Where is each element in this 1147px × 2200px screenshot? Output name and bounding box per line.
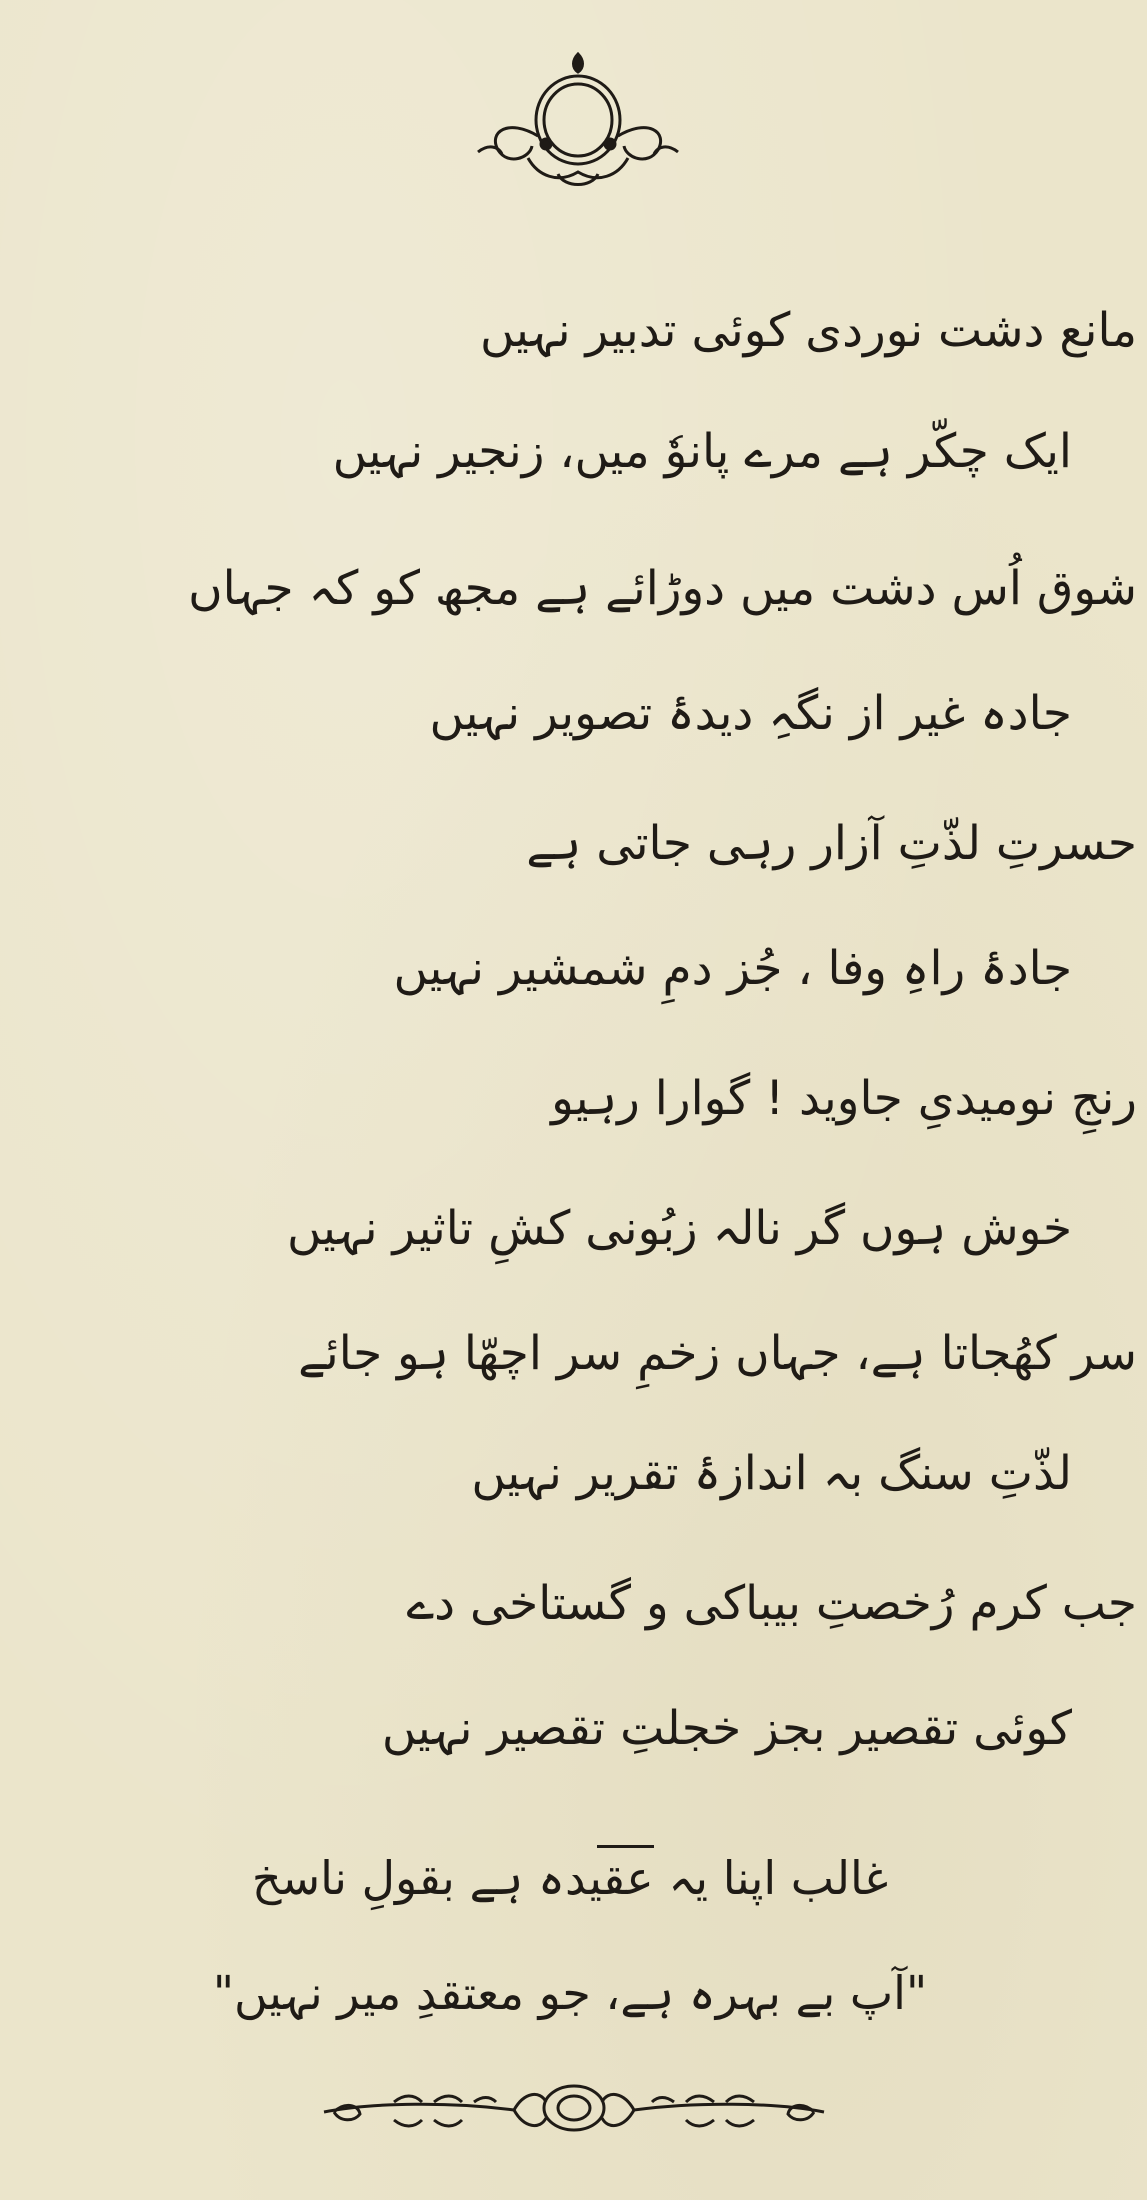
poem-line-5: حسرتِ لذّتِ آزار رہی جاتی ہے bbox=[526, 816, 1137, 871]
top-ornament-icon bbox=[468, 48, 688, 198]
poem-line-8: خوش ہوں گر نالہ زبُونی کشِ تاثیر نہیں bbox=[287, 1201, 1072, 1256]
takhallus-overline bbox=[597, 1845, 654, 1848]
poem-line-1: مانع دشت نوردی کوئی تدبیر نہیں bbox=[480, 303, 1137, 358]
maqta-line-1: غالب اپنا یہ عقیدہ ہے بقولِ ناسخ bbox=[251, 1851, 889, 1905]
poem-line-3: شوق اُس دشت میں دوڑائے ہے مجھ کو کہ جہاں bbox=[188, 561, 1137, 616]
poem-line-4: جادہ غیر از نگہِ دیدۂ تصویر نہیں bbox=[429, 686, 1072, 741]
poem-line-12: کوئی تقصیر بجز خجلتِ تقصیر نہیں bbox=[381, 1701, 1072, 1756]
poem-line-9: سر کھُجاتا ہے، جہاں زخمِ سر اچھّا ہو جائے bbox=[298, 1326, 1137, 1381]
poem-line-7: رنجِ نومیدیِ جاوید ! گوارا رہیو bbox=[551, 1071, 1137, 1126]
maqta-line-2: "آپ بے بہرہ ہے، جو معتقدِ میر نہیں" bbox=[212, 1966, 928, 2020]
poem-line-10: لذّتِ سنگ بہ اندازۂ تقریر نہیں bbox=[471, 1446, 1072, 1501]
poem-line-11: جب کرم رُخصتِ بیباکی و گستاخی دے bbox=[406, 1576, 1137, 1631]
bottom-ornament-icon bbox=[314, 2072, 834, 2142]
poem-line-2: ایک چکّر ہے مرے پانوٗ میں، زنجیر نہیں bbox=[332, 424, 1072, 479]
poem-line-6: جادۂ راہِ وفا ، جُز دمِ شمشیر نہیں bbox=[393, 941, 1072, 996]
